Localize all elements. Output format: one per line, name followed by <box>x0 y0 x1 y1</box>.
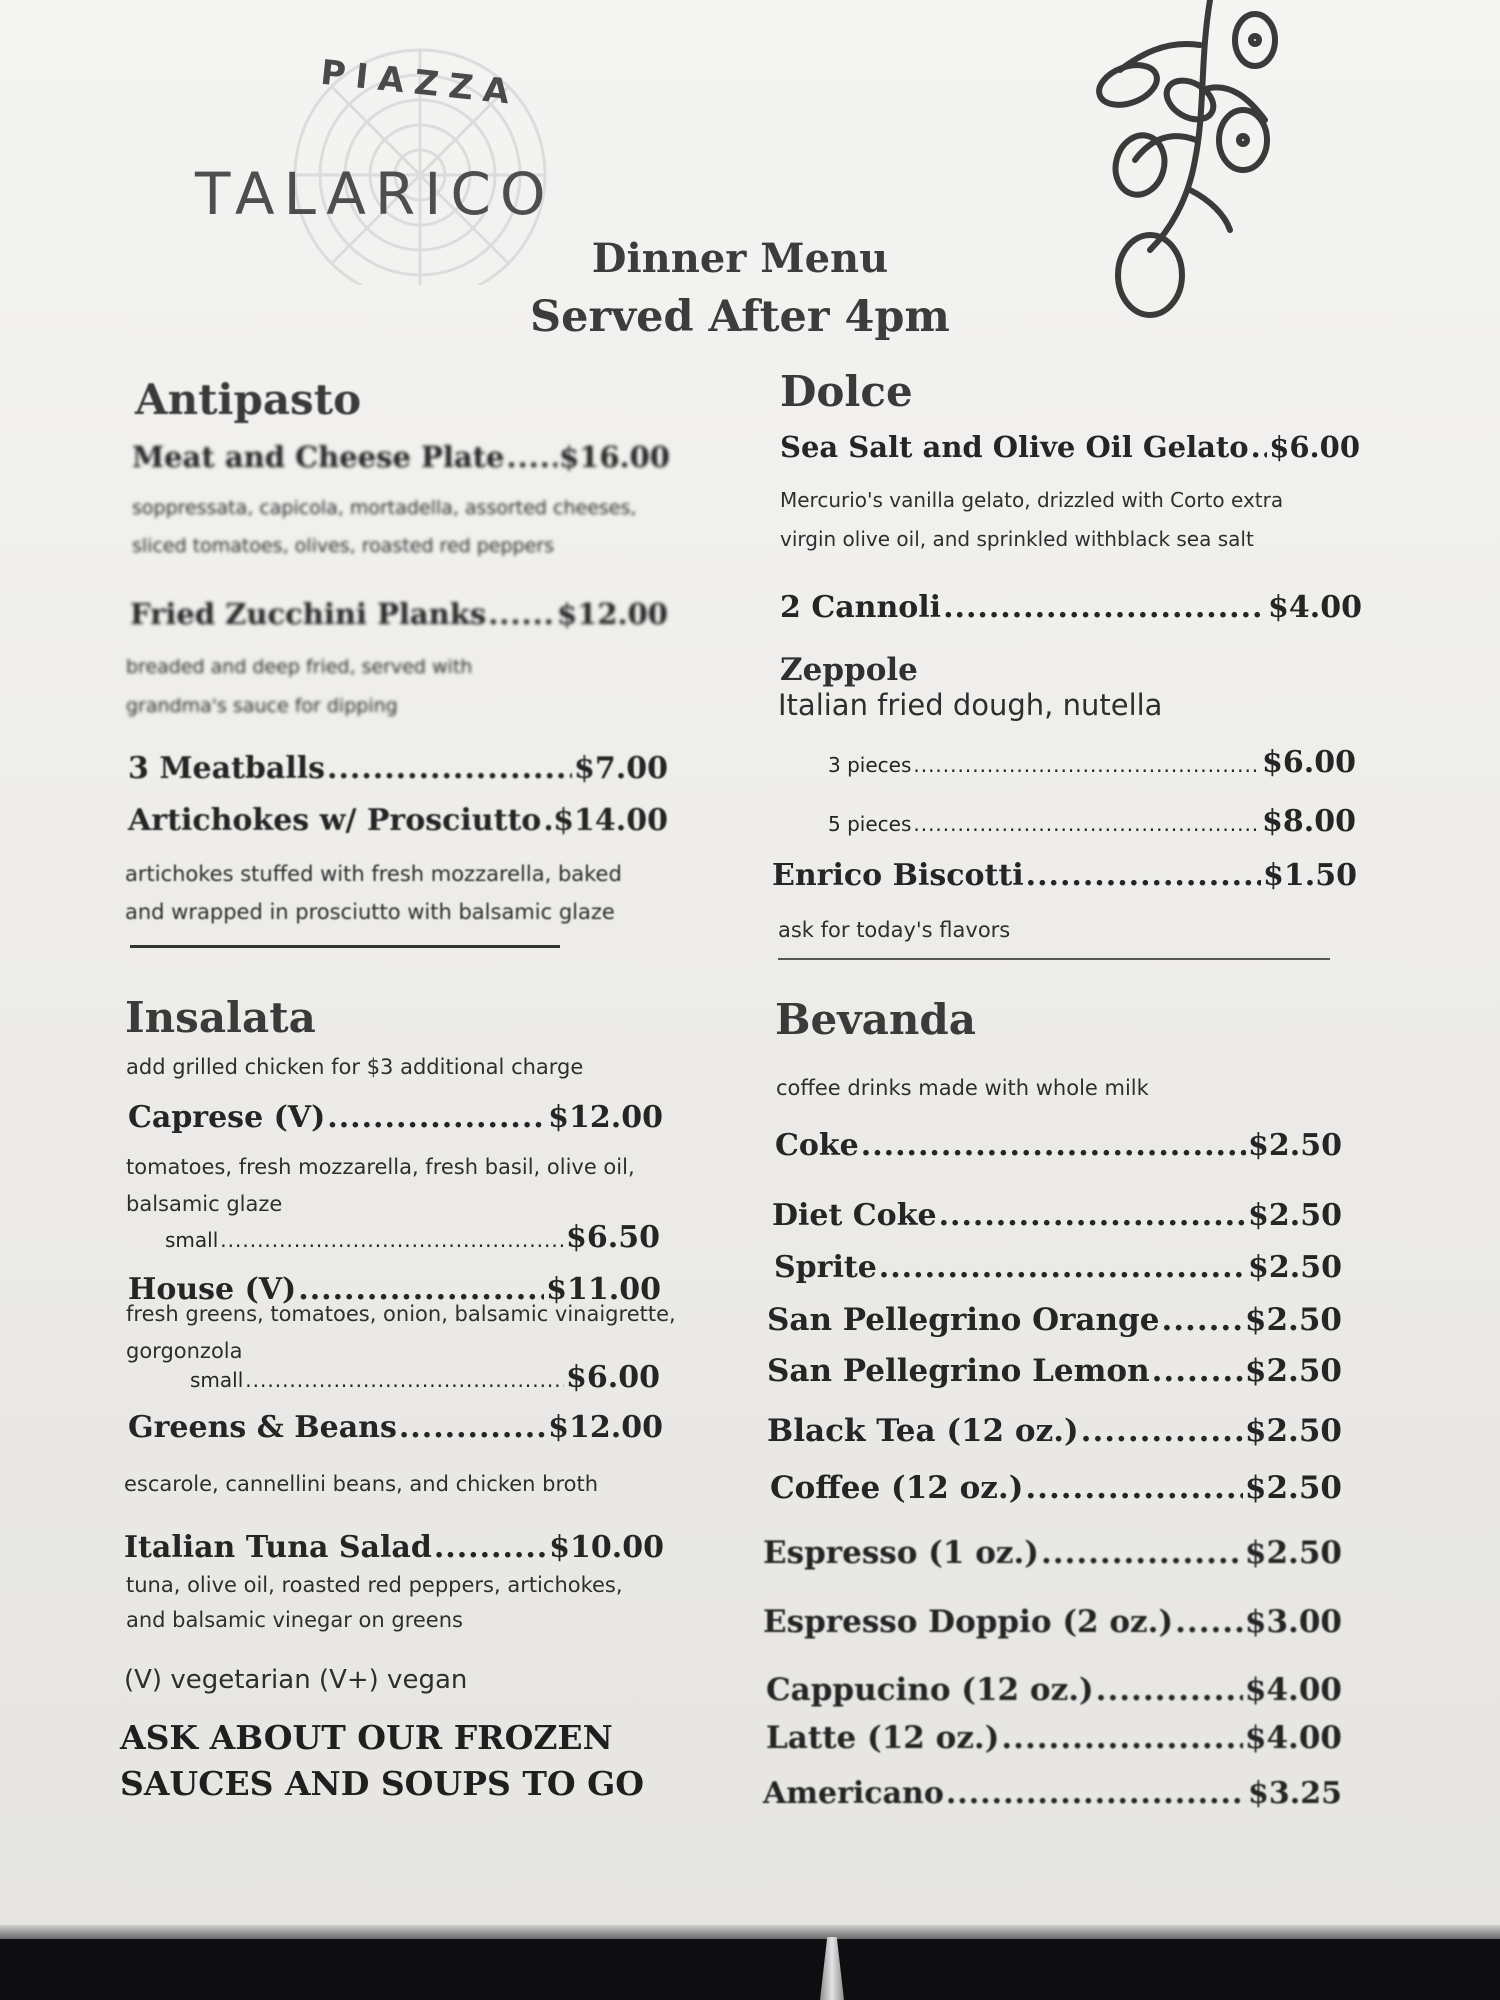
leader-dots <box>1001 1720 1243 1756</box>
option-price: $6.00 <box>1262 745 1356 780</box>
menu-item <box>772 858 1357 893</box>
item-description: grandma's sauce for dipping <box>126 695 398 717</box>
item-description: artichokes stuffed with fresh mozzarella, baked <box>125 862 622 886</box>
item-name: Black Tea (12 oz.) <box>767 1413 1079 1449</box>
item-description: Italian fried dough, nutella <box>778 688 1163 722</box>
item-price: $2.50 <box>1244 1535 1342 1571</box>
size-option <box>165 1220 660 1255</box>
item-price: $2.50 <box>1244 1413 1342 1449</box>
item-price: $2.50 <box>1248 1198 1342 1233</box>
item-price: $2.50 <box>1244 1302 1342 1338</box>
beverage-item <box>772 1198 1342 1233</box>
beverage-item <box>774 1250 1342 1285</box>
size-option <box>190 1360 660 1395</box>
option-label: 3 pieces <box>828 753 912 777</box>
item-price: $6.00 <box>1269 430 1360 464</box>
item-price: $16.00 <box>559 440 670 474</box>
leader-dots <box>543 803 551 838</box>
option-label: small <box>190 1368 244 1392</box>
item-price: $2.50 <box>1248 1128 1342 1163</box>
menu-subtitle: Served After 4pm <box>530 292 950 342</box>
menu-title: Dinner Menu <box>591 235 889 282</box>
beverage-item <box>767 1353 1342 1389</box>
leader-dots <box>1025 1470 1243 1506</box>
item-name: Diet Coke <box>772 1198 937 1233</box>
option-label: 5 pieces <box>828 812 912 836</box>
leader-dots <box>913 812 1260 836</box>
menu-item <box>128 751 668 786</box>
logo-top-word: PIAZZA <box>318 52 522 114</box>
size-option <box>828 745 1356 780</box>
section-divider <box>778 958 1330 960</box>
item-description: sliced tomatoes, olives, roasted red peppers <box>132 535 555 557</box>
item-name: Meat and Cheese Plate <box>132 440 505 474</box>
item-name: Artichokes w/ Prosciutto <box>128 803 542 838</box>
beverage-item <box>763 1604 1342 1640</box>
leader-dots <box>879 1250 1246 1285</box>
leader-dots <box>506 440 557 474</box>
item-price: $11.00 <box>546 1272 661 1307</box>
item-price: $2.50 <box>1248 1250 1342 1285</box>
leader-dots <box>327 1100 546 1135</box>
item-name: Espresso (1 oz.) <box>763 1535 1039 1571</box>
leader-dots <box>946 1776 1246 1811</box>
menu-item <box>124 1530 664 1565</box>
leader-dots <box>1175 1604 1243 1640</box>
item-name: Sprite <box>774 1250 877 1285</box>
item-description: ask for today's flavors <box>778 918 1011 942</box>
leader-dots <box>1041 1535 1243 1571</box>
beverage-item <box>766 1672 1342 1708</box>
menu-item <box>780 590 1362 625</box>
option-label: small <box>165 1228 219 1252</box>
leader-dots <box>327 751 572 786</box>
item-description: escarole, cannellini beans, and chicken broth <box>124 1472 599 1496</box>
item-description: soppressata, capicola, mortadella, assorted cheeses, <box>132 497 637 519</box>
item-description: tomatoes, fresh mozzarella, fresh basil, olive oil, <box>126 1155 635 1179</box>
item-name: Cappucino (12 oz.) <box>766 1672 1094 1708</box>
menu-item <box>128 1100 663 1135</box>
section-divider <box>130 945 560 948</box>
beverage-item <box>767 1413 1342 1449</box>
beverage-item <box>767 1302 1342 1338</box>
option-price: $6.50 <box>566 1220 660 1255</box>
item-name: Coke <box>775 1128 859 1163</box>
section-heading-dolce: Dolce <box>780 367 913 416</box>
section-heading-insalata: Insalata <box>125 993 316 1042</box>
item-price: $7.00 <box>574 751 668 786</box>
item-description: gorgonzola <box>126 1339 243 1363</box>
leader-dots <box>399 1410 546 1445</box>
leader-dots <box>1026 858 1261 893</box>
olive-branch-icon <box>1050 0 1310 330</box>
paper-edge <box>0 1925 1500 1939</box>
item-description: breaded and deep fried, served with <box>126 656 473 678</box>
item-name: Americano <box>763 1776 944 1811</box>
item-name: San Pellegrino Orange <box>767 1302 1160 1338</box>
item-description: balsamic glaze <box>126 1192 283 1216</box>
item-description: and wrapped in prosciutto with balsamic glaze <box>125 900 615 924</box>
item-name: Fried Zucchini Planks <box>130 597 487 631</box>
item-description: fresh greens, tomatoes, onion, balsamic vinaigrette, <box>126 1302 676 1326</box>
beverage-item <box>766 1720 1342 1756</box>
option-price: $6.00 <box>566 1360 660 1395</box>
item-price: $4.00 <box>1268 590 1362 625</box>
item-price: $12.00 <box>557 597 668 631</box>
leader-dots <box>939 1198 1246 1233</box>
leader-dots <box>861 1128 1246 1163</box>
item-name: Coffee (12 oz.) <box>770 1470 1024 1506</box>
menu-item <box>128 803 668 838</box>
item-description: and balsamic vinegar on greens <box>126 1608 463 1632</box>
item-price: $12.00 <box>548 1410 663 1445</box>
item-price: $12.00 <box>548 1100 663 1135</box>
leader-dots <box>1081 1413 1243 1449</box>
leader-dots <box>245 1368 564 1392</box>
option-price: $8.00 <box>1262 804 1356 839</box>
beverage-item <box>763 1776 1342 1811</box>
item-name: House (V) <box>128 1272 297 1307</box>
item-description: Mercurio's vanilla gelato, drizzled with Corto extra <box>780 488 1284 512</box>
item-description: tuna, olive oil, roasted red peppers, artichokes, <box>126 1573 623 1597</box>
item-name: Sea Salt and Olive Oil Gelato <box>780 430 1249 464</box>
item-price: $1.50 <box>1263 858 1357 893</box>
diet-legend: (V) vegetarian (V+) vegan <box>124 1665 468 1695</box>
item-name: Italian Tuna Salad <box>124 1530 432 1565</box>
beverage-item <box>763 1535 1342 1571</box>
promo-line: ASK ABOUT OUR FROZEN <box>120 1718 613 1757</box>
item-name: Latte (12 oz.) <box>766 1720 1000 1756</box>
item-description: virgin olive oil, and sprinkled withblack sea salt <box>780 527 1254 551</box>
item-name: 3 Meatballs <box>128 751 326 786</box>
item-price: $14.00 <box>553 803 668 838</box>
menu-item <box>130 597 668 631</box>
item-price: $4.00 <box>1244 1672 1342 1708</box>
leader-dots <box>1251 430 1268 464</box>
item-name: Greens & Beans <box>128 1410 397 1445</box>
item-price: $3.25 <box>1248 1776 1342 1811</box>
size-option <box>828 804 1356 839</box>
leader-dots <box>943 590 1266 625</box>
section-heading-antipasto: Antipasto <box>135 375 362 424</box>
leader-dots <box>913 753 1260 777</box>
logo-name: TALARICO <box>195 160 555 228</box>
beverage-item <box>775 1128 1342 1163</box>
section-heading-bevanda: Bevanda <box>775 995 976 1044</box>
item-price: $4.00 <box>1244 1720 1342 1756</box>
item-price: $2.50 <box>1244 1470 1342 1506</box>
item-price: $2.50 <box>1244 1353 1342 1389</box>
item-name: Enrico Biscotti <box>772 858 1024 893</box>
leader-dots <box>434 1530 547 1565</box>
menu-item <box>780 430 1360 464</box>
item-price: $3.00 <box>1244 1604 1342 1640</box>
leader-dots <box>220 1228 564 1252</box>
leader-dots <box>1161 1302 1242 1338</box>
leader-dots <box>1096 1672 1243 1708</box>
table-background <box>0 1925 1500 2000</box>
leader-dots <box>1152 1353 1243 1389</box>
item-name: San Pellegrino Lemon <box>767 1353 1150 1389</box>
holder-clip <box>820 1937 844 2000</box>
section-note: coffee drinks made with whole milk <box>776 1076 1149 1100</box>
promo-line: SAUCES AND SOUPS TO GO <box>120 1764 645 1803</box>
menu-item <box>132 440 670 474</box>
section-note: add grilled chicken for $3 additional charge <box>126 1055 584 1079</box>
item-name: Caprese (V) <box>128 1100 326 1135</box>
item-name-zeppole: Zeppole <box>780 652 918 688</box>
item-price: $10.00 <box>549 1530 664 1565</box>
beverage-item <box>770 1470 1342 1506</box>
item-name: Espresso Doppio (2 oz.) <box>763 1604 1174 1640</box>
item-name: 2 Cannoli <box>780 590 942 625</box>
leader-dots <box>488 597 555 631</box>
menu-item <box>128 1410 663 1445</box>
